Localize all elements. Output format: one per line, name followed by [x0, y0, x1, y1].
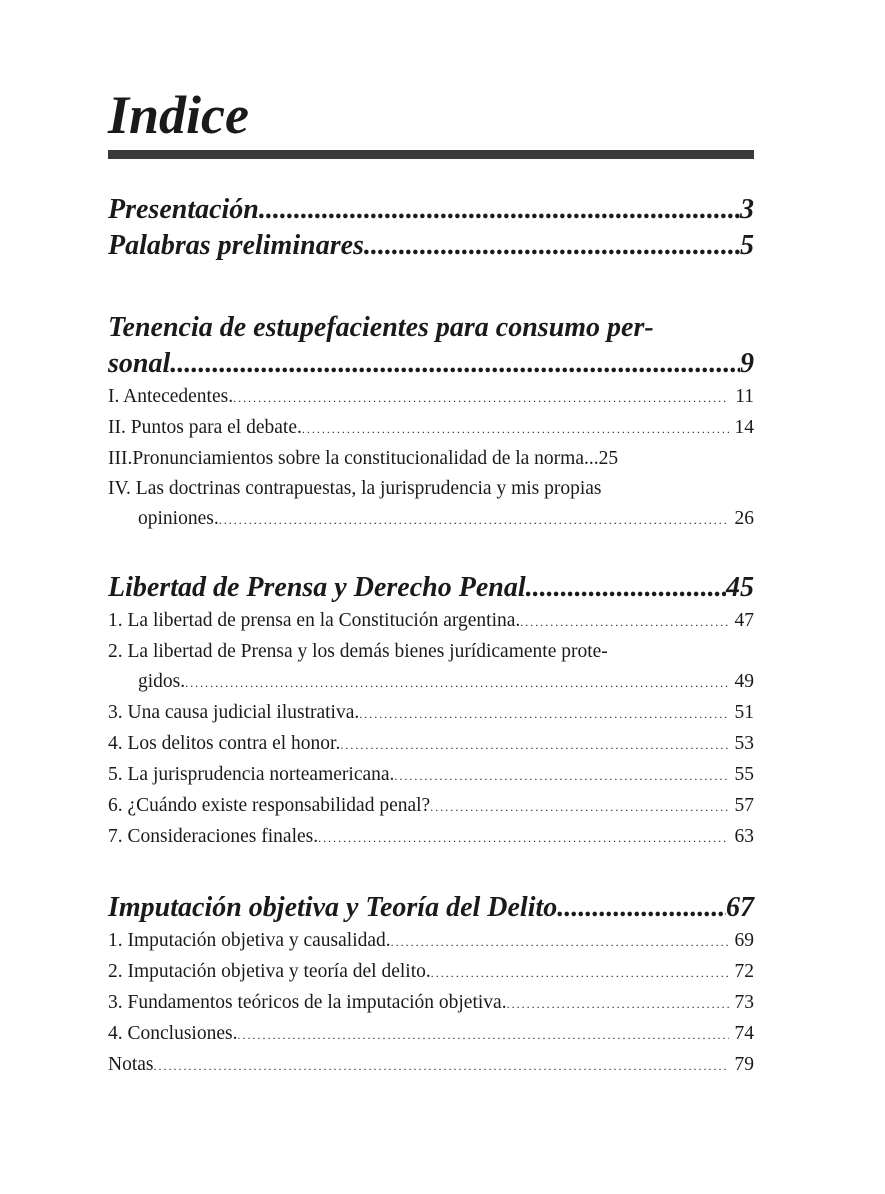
- toc-item-page: 47: [734, 610, 754, 631]
- toc-item-page: 57: [734, 795, 754, 816]
- toc-entry-page: 5: [740, 230, 754, 261]
- front-matter: [108, 192, 754, 264]
- toc-item-page: 73: [734, 992, 754, 1013]
- dot-leader: [318, 823, 728, 853]
- section-heading: Tenencia de estupefacientes para consumo per-: [108, 312, 654, 343]
- toc-entry-label: Presentación: [108, 194, 259, 225]
- section-heading-label: sonal: [108, 348, 171, 379]
- toc-item-label: I. Antecedentes.: [108, 386, 234, 407]
- toc-item-label: gidos.: [138, 671, 186, 692]
- dot-leader: [430, 792, 728, 822]
- toc-item: [108, 444, 754, 474]
- toc-item: [108, 822, 754, 853]
- toc-entry-page: 3: [740, 194, 754, 225]
- section-heading: [108, 890, 754, 926]
- dot-leader: [219, 505, 729, 535]
- page-title: Indice: [108, 85, 249, 145]
- toc-entry: [108, 228, 754, 264]
- toc-item-label: opiniones.: [138, 508, 219, 529]
- toc-item: [108, 698, 754, 729]
- toc-item: [108, 957, 754, 988]
- toc-item-page: 53: [734, 733, 754, 754]
- toc-item-page: 51: [734, 702, 754, 723]
- toc-item-label: 5. La jurisprudencia norteamericana.: [108, 764, 395, 785]
- dot-leader: [557, 890, 726, 926]
- toc-item: [108, 791, 754, 822]
- toc-item: [108, 988, 754, 1019]
- toc-item-page: 49: [734, 671, 754, 692]
- dot-leader: [431, 958, 729, 988]
- toc-item-page: 74: [734, 1023, 754, 1044]
- dot-leader: [185, 668, 728, 698]
- dot-leader: [394, 761, 728, 791]
- toc-item-label: 1. La libertad de prensa en la Constitución argentina.: [108, 610, 521, 631]
- toc-item: [108, 1019, 754, 1050]
- section-heading-label: Libertad de Prensa y Derecho Penal: [108, 572, 526, 603]
- dot-leader: [302, 414, 729, 444]
- toc-item-page: 55: [734, 764, 754, 785]
- toc-item-label: 2. Imputación objetiva y teoría del delito.: [108, 961, 431, 982]
- dot-leader: [507, 989, 729, 1019]
- toc-entry-label: Palabras preliminares: [108, 230, 364, 261]
- toc-item-label: Notas: [108, 1054, 154, 1075]
- toc-item-page: 69: [734, 930, 754, 951]
- section-imputacion: [108, 890, 754, 1081]
- section-libertad: [108, 570, 754, 853]
- toc-item: [108, 413, 754, 444]
- toc-item-label: II. Puntos para el debate.: [108, 417, 302, 438]
- dot-leader: [340, 730, 728, 760]
- toc-item-label: III.Pronunciamientos sobre la constitucionalidad de la norma...: [108, 448, 599, 469]
- toc-item: [108, 504, 754, 535]
- toc-item-page: 25: [598, 448, 619, 469]
- toc-item-line1: 2. La libertad de Prensa y los demás bienes jurídicamente prote-: [108, 641, 608, 662]
- toc-item-label: 7. Consideraciones finales.: [108, 826, 319, 847]
- toc-item-line1: IV. Las doctrinas contrapuestas, la jurisprudencia y mis propias: [108, 478, 602, 499]
- toc-item: [108, 729, 754, 760]
- dot-leader: [259, 192, 740, 228]
- dot-leader: [233, 383, 729, 413]
- toc-entry: [108, 192, 754, 228]
- toc-item-page: 63: [734, 826, 754, 847]
- toc-item-label: 4. Los delitos contra el honor.: [108, 733, 341, 754]
- toc-item-label: 3. Fundamentos teóricos de la imputación objetiva.: [108, 992, 507, 1013]
- dot-leader: [170, 346, 740, 382]
- toc-item: [108, 606, 754, 637]
- toc-item-page: 26: [734, 508, 754, 529]
- toc-item-page: 11: [735, 386, 754, 407]
- dot-leader: [237, 1020, 728, 1050]
- toc-item: [108, 926, 754, 957]
- dot-leader: [391, 927, 729, 957]
- toc-item: [108, 667, 754, 698]
- dot-leader: [364, 228, 740, 264]
- section-page: 9: [740, 348, 754, 379]
- section-page: 67: [726, 892, 754, 923]
- dot-leader: [154, 1051, 729, 1081]
- toc-item: [108, 382, 754, 413]
- toc-notes: [108, 1050, 754, 1081]
- section-heading-cont: [108, 346, 754, 382]
- toc-item: [108, 760, 754, 791]
- title-rule: [108, 150, 754, 159]
- section-tenencia: [108, 310, 754, 535]
- toc-item-label: 4. Conclusiones.: [108, 1023, 238, 1044]
- section-heading: [108, 570, 754, 606]
- dot-leader: [359, 699, 728, 729]
- toc-item-label: 6. ¿Cuándo existe responsabilidad penal?: [108, 795, 431, 816]
- dot-leader: [526, 570, 726, 606]
- toc-item-page: 14: [734, 417, 754, 438]
- toc-item-label: 3. Una causa judicial ilustrativa.: [108, 702, 360, 723]
- toc-item-page: 79: [734, 1054, 754, 1075]
- section-page: 45: [726, 572, 754, 603]
- toc-item-label: 1. Imputación objetiva y causalidad.: [108, 930, 391, 951]
- toc-item-page: 72: [734, 961, 754, 982]
- dot-leader: [520, 607, 728, 637]
- section-heading-label: Imputación objetiva y Teoría del Delito: [108, 892, 558, 923]
